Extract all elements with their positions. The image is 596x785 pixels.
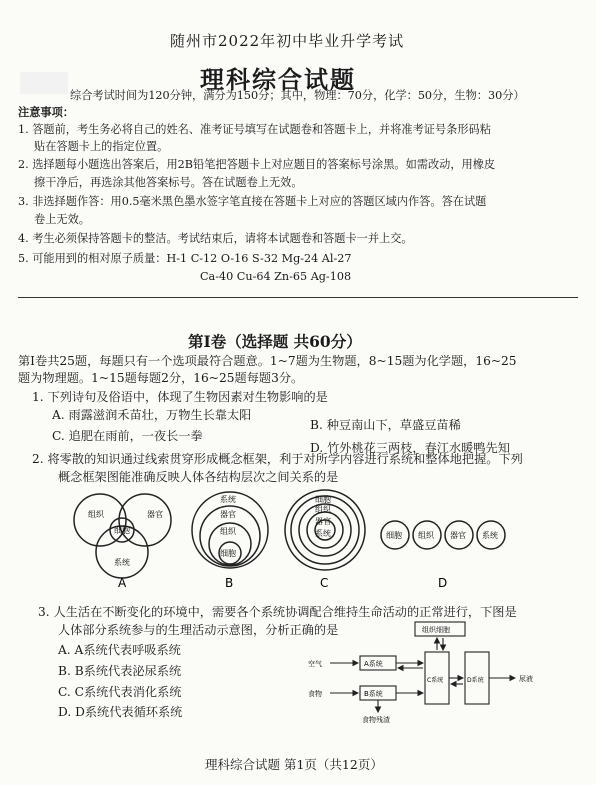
- q2-a-organ: 器官: [147, 510, 163, 519]
- q2-letter-d: D: [438, 576, 448, 590]
- q3-label-air: 空气: [308, 660, 322, 668]
- note-line-9: 5. 可能用到的相对原子质量：H-1 C-12 O-16 S-32 Mg-24 Al-27: [18, 252, 352, 265]
- exam-header: 随州市2022年初中毕业升学考试: [170, 32, 405, 50]
- q2-c-tissue: 组织: [315, 505, 331, 514]
- note-line-4: 2. 选择题每小题选出答案后，用2B铅笔把答题卡上对应题目的答案标号涂黑。如需改动，用橡皮: [18, 158, 496, 171]
- q2-c-cell: 细胞: [315, 495, 331, 504]
- q3-label-tissue: 组织细胞: [422, 626, 450, 634]
- q2-stem-1: 2. 将零散的知识通过线索贯穿形成概念框架，利于对所学内容进行系统和整体地把握。下列: [32, 452, 523, 466]
- section-title: 第Ⅰ卷（选择题 共60分）: [188, 332, 362, 351]
- q1-option-c: C. 追肥在雨前，一夜长一拳: [52, 429, 203, 443]
- q2-diagrams: [0, 480, 596, 595]
- q3-label-c: C系统: [427, 677, 444, 684]
- q3-stem-1: 3. 人生活在不断变化的环境中，需要各个系统协调配合维持生命活动的正常进行，下图是: [38, 605, 517, 619]
- q2-letter-c: C: [320, 576, 329, 590]
- q3-label-residue: 食物残渣: [362, 716, 390, 724]
- q2-d-organ: 器官: [450, 531, 466, 540]
- q2-a-tissue: 组织: [88, 510, 104, 519]
- q3-diagram: [300, 620, 590, 735]
- q3-option-d: D. D系统代表循环系统: [58, 705, 183, 719]
- section-intro-2: 题为物理题。1~15题每题2分，16~25题每题3分。: [18, 371, 304, 385]
- q3-option-c: C. C系统代表消化系统: [58, 685, 182, 699]
- note-line-5: 擦干净后，再选涂其他答案标号。答在试题卷上无效。: [34, 176, 303, 189]
- q2-stem-2: 概念框架图能准确反映人体各结构层次之间关系的是: [58, 470, 339, 484]
- q1-option-d: D. 竹外桃花三两枝，春江水暖鸭先知: [310, 441, 510, 455]
- q1-option-a: A. 雨露滋润禾苗壮，万物生长靠太阳: [52, 408, 252, 422]
- redacted-block: [20, 72, 68, 94]
- page-footer: 理科综合试题 第1页（共12页）: [205, 757, 383, 772]
- q3-label-d: D系统: [467, 677, 484, 684]
- q2-letter-a: A: [118, 576, 127, 590]
- q2-d-tissue: 组织: [418, 531, 434, 540]
- q2-a-cell: 细胞: [114, 526, 130, 535]
- q3-label-a: A系统: [364, 660, 383, 668]
- q3-stem-2: 人体部分系统参与的生理活动示意图，分析正确的是: [58, 623, 339, 637]
- note-line-3: 贴在答题卡上的指定位置。: [34, 140, 169, 153]
- q1-stem: 1. 下列诗句及俗语中，体现了生物因素对生物影响的是: [32, 390, 328, 404]
- q2-d-system: 系统: [482, 531, 498, 540]
- q3-option-a: A. A系统代表呼吸系统: [58, 643, 181, 657]
- q2-letter-b: B: [225, 576, 234, 590]
- q3-label-b: B系统: [364, 690, 383, 698]
- note-line-10: Ca-40 Cu-64 Zn-65 Ag-108: [200, 270, 352, 283]
- note-line-1: 注意事项：: [18, 105, 74, 119]
- q2-c-system: 系统: [315, 529, 331, 538]
- note-line-7: 卷上无效。: [34, 213, 90, 226]
- q3-label-food: 食物: [308, 690, 322, 698]
- note-line-8: 4. 考生必须保持答题卡的整洁。考试结束后，请将本试题卷和答题卡一并上交。: [18, 232, 413, 245]
- q1-option-b: B. 种豆南山下，草盛豆苗稀: [310, 418, 461, 432]
- q2-d-cell: 细胞: [386, 531, 402, 540]
- note-line-0: 综合考试时间为120分钟，满分为150分；其中，物理：70分，化学：50分，生物：30分）: [70, 89, 525, 102]
- q2-b-organ: 器官: [220, 510, 236, 519]
- note-line-6: 3. 非选择题作答：用0.5毫米黑色墨水签字笔直接在答题卡上对应的答题区域内作答。答在试题: [18, 195, 487, 208]
- q2-b-system: 系统: [220, 495, 236, 504]
- q2-b-tissue: 组织: [220, 527, 236, 536]
- q3-label-urine: 尿液: [519, 675, 533, 683]
- divider-line: [18, 297, 578, 298]
- note-line-2: 1. 答题前，考生务必将自己的姓名、准考证号填写在试题卷和答题卡上，并将准考证号条形码粘: [18, 123, 491, 136]
- q2-c-organ: 器官: [315, 517, 331, 526]
- q2-a-system: 系统: [114, 558, 130, 567]
- section-intro-1: 第Ⅰ卷共25题，每题只有一个选项最符合题意。1~7题为生物题，8~15题为化学题，16~25: [18, 354, 517, 368]
- q3-option-b: B. B系统代表泌尿系统: [58, 664, 182, 678]
- page-title: 理科综合试题: [200, 65, 356, 94]
- q2-b-cell: 细胞: [220, 549, 236, 558]
